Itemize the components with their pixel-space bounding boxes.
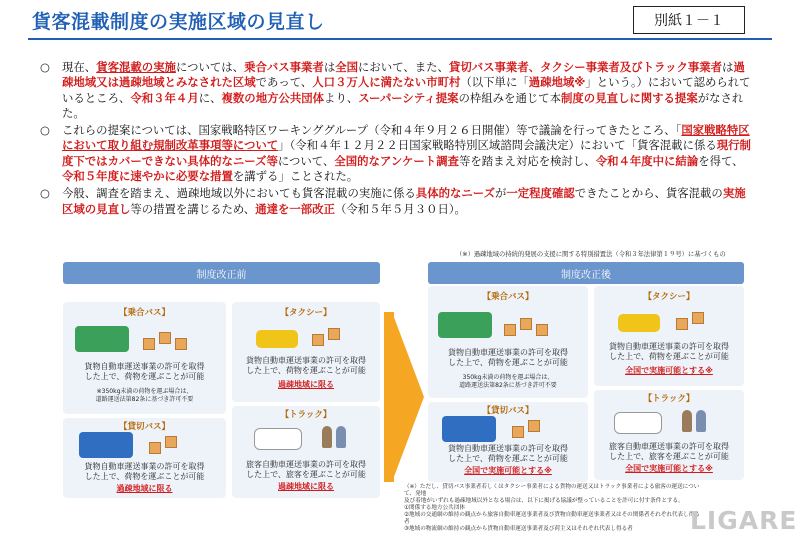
footnote-line: ③地域の物流網の維持の観点から貨物自動車運送事業者及び荷主又はそれぞれ代表し得る者 — [404, 526, 633, 532]
taxi-icon — [618, 314, 660, 332]
after-kashikiri-card — [428, 402, 588, 482]
text: 」という。）において認められているところ、 — [62, 75, 751, 105]
card-note: 350kg未満の荷物を運ぶ場合は、 — [462, 374, 554, 381]
text: の枠組みを通じて本 — [458, 90, 562, 105]
bullet-list — [40, 60, 752, 219]
coach-icon — [442, 416, 496, 442]
card-text: した上で、荷物を運ぶことが可能 — [609, 352, 729, 361]
highlight: 乗合バス事業者 — [244, 60, 324, 74]
footnote — [404, 484, 704, 533]
highlight: 全国的なアンケート調査 — [334, 153, 459, 168]
text: がなされた。 — [62, 90, 744, 120]
text: できたことから、貨客混載の — [574, 186, 723, 201]
restriction-label: 過疎地域に限る — [116, 484, 173, 493]
bullet-mark: ○ — [40, 60, 50, 74]
footnote-line: ②地域の交通網の維持の観点から旅客自動車運送事業者及び貨物自動車運送事業者又はその関係者それぞれ代表し得る者 — [404, 512, 700, 525]
text: 」（令和４年１２月２２日国家戦略特別区域諮問会議決定）において「貨客混載に係る — [278, 138, 717, 153]
bullet-mark: ○ — [40, 123, 50, 138]
card-text: 貨物自動車運送事業の許可を取得 — [609, 342, 729, 351]
highlight: 全国 — [335, 60, 359, 74]
transition-arrow-icon — [392, 312, 424, 482]
parcel-icon — [149, 442, 161, 454]
van-icon — [614, 412, 662, 434]
parcel-icon — [165, 436, 177, 448]
text: であって、 — [255, 75, 313, 90]
highlight: 複数の地方公共団体 — [221, 90, 325, 105]
card-tag: 【貸切バス】 — [118, 422, 170, 432]
card-text: した上で、荷物を運ぶことが可能 — [448, 454, 568, 463]
nationwide-label: 全国で実施可能とする※ — [625, 366, 713, 375]
card-text: 旅客自動車運送事業の許可を取得 — [246, 460, 366, 469]
card-text: した上で、旅客を運ぶことが可能 — [609, 452, 729, 461]
before-header: 制度改正前 — [63, 262, 380, 284]
highlight: 人口３万人に満たない市町村 — [312, 75, 461, 90]
bus-icon — [438, 312, 492, 338]
card-text: 貨物自動車運送事業の許可を取得 — [448, 444, 568, 453]
text: （以下単に「 — [460, 75, 529, 90]
text: これらの提案については、国家戦略特区ワーキンググループ（令和４年９月２６日開催）等で議論を行ってきたところ、「 — [62, 123, 682, 138]
van-icon — [254, 428, 302, 450]
parcel-icon — [143, 338, 155, 350]
text: は — [722, 60, 734, 74]
text: 等の措置を講じるため、 — [130, 201, 256, 216]
highlight: 一定程度確認 — [506, 186, 575, 201]
card-text: した上で、荷物を運ぶことが可能 — [84, 372, 205, 381]
text: について、 — [277, 153, 335, 168]
after-taxi-card — [594, 286, 744, 386]
nationwide-label: 全国で実施可能とする※ — [625, 464, 713, 473]
after-header: 制度改正後 — [428, 262, 744, 284]
bullet-mark: ○ — [40, 186, 50, 201]
bullet-2 — [40, 123, 752, 184]
highlight: 過疎地域又は過疎地域とみなされた区域 — [62, 60, 745, 90]
text: を得て、 — [698, 153, 744, 168]
card-text: 貨物自動車運送事業の許可を取得 — [448, 348, 568, 357]
footnote-line: 及び着地がいずれも過疎地域以外となる場合は、以下に掲げる協議が整っていることを許可に付す条件とする。 — [404, 498, 684, 504]
title-rule — [28, 38, 772, 40]
card-tag: 【タクシー】 — [643, 292, 695, 302]
card-note: 道路運送法第82条に基づき許可不要 — [95, 396, 194, 403]
highlight: 現行制度下ではカバーできない具体的なニーズ等 — [62, 138, 751, 168]
text: より、 — [324, 90, 359, 105]
restriction-label: 過疎地域に限る — [278, 380, 334, 389]
after-jooai-card — [428, 286, 588, 398]
after-truck-card — [594, 390, 744, 480]
parcel-icon — [676, 318, 688, 330]
text: 今般、調査を踏まえ、過疎地域以外においても貨客混載の実施に係る — [62, 186, 416, 201]
person-icon — [696, 410, 706, 432]
card-note: ※350kg未満の荷物を運ぶ場合は、 — [96, 388, 193, 395]
taxi-icon — [256, 330, 298, 348]
footnote-line: ①関係する地方公共団体 — [404, 505, 465, 511]
card-tag: 【トラック】 — [280, 410, 332, 420]
parcel-icon — [159, 332, 171, 344]
card-text: した上で、旅客を運ぶことが可能 — [246, 470, 366, 479]
before-kashikiri-card — [63, 418, 226, 498]
parcel-icon — [512, 426, 524, 438]
text: に、 — [198, 90, 222, 105]
parcel-icon — [528, 420, 540, 432]
card-text: 貨物自動車運送事業の許可を取得 — [246, 356, 366, 365]
card-text: 貨物自動車運送事業の許可を取得 — [84, 362, 205, 371]
card-text: した上で、荷物を運ぶことが可能 — [246, 366, 366, 375]
highlight: 貨客混載の実施 — [96, 60, 176, 74]
bullet-3 — [40, 186, 752, 217]
highlight: 実施区域の見直し — [62, 186, 746, 216]
text: が — [494, 186, 507, 201]
parcel-icon — [328, 328, 340, 340]
watermark: LIGARE — [690, 506, 798, 535]
restriction-label: 過疎地域に限る — [278, 482, 334, 491]
card-note: 道路運送法第82条に基づき許可不要 — [459, 382, 557, 389]
before-taxi-card — [232, 302, 380, 402]
card-tag: 【トラック】 — [643, 394, 695, 404]
card-text: した上で、荷物を運ぶことが可能 — [448, 358, 568, 367]
card-text: した上で、荷物を運ぶことが可能 — [84, 472, 205, 481]
before-truck-card — [232, 406, 380, 498]
text: （令和５年５月３０日）。 — [334, 201, 466, 216]
text: を講ずる」ことされた。 — [232, 169, 359, 184]
card-tag: 【貸切バス】 — [482, 406, 534, 416]
person-icon — [682, 410, 692, 432]
highlight: 令和４年度中に結論 — [595, 153, 699, 168]
person-icon — [336, 426, 346, 448]
before-jooai-card — [63, 302, 226, 414]
text: 等を踏まえ対応を検討し、 — [458, 153, 596, 168]
highlight: 令和３年４月 — [130, 90, 199, 105]
highlight: 貸切バス事業者、タクシー事業者及びトラック事業者 — [448, 60, 723, 74]
parcel-icon — [692, 312, 704, 324]
card-text: 貨物自動車運送事業の許可を取得 — [84, 462, 205, 471]
highlight: 国家戦略特区において取り組む規制改革事項等について — [62, 123, 750, 153]
page-title: 貨客混載制度の実施区域の見直し — [32, 11, 325, 33]
text: において、また、 — [358, 60, 449, 74]
highlight: 制度の見直しに関する提案 — [561, 90, 698, 105]
bullet-1 — [40, 60, 752, 121]
highlight: 令和５年度に速やかに必要な措置 — [62, 169, 233, 184]
parcel-icon — [536, 324, 548, 336]
card-tag: 【乗合バス】 — [482, 292, 534, 302]
highlight: スーパーシティ提案 — [358, 90, 459, 105]
parcel-icon — [175, 338, 187, 350]
card-text: 旅客自動車運送事業の許可を取得 — [609, 442, 729, 451]
coach-icon — [79, 432, 133, 458]
attachment-badge: 別紙１－１ — [633, 6, 745, 34]
highlight: 過疎地域※ — [528, 75, 586, 90]
highlight: 通達を一部改正 — [255, 201, 335, 216]
footnote-line: （※）ただし、貸切バス事業者若しくはタクシー事業者による貨物の運送又はトラック事業者による旅客の運送について、発地 — [404, 484, 700, 497]
person-icon — [322, 426, 332, 448]
bus-icon — [75, 326, 129, 352]
card-tag: 【タクシー】 — [280, 308, 332, 318]
nationwide-label: 全国で実施可能とする※ — [464, 466, 552, 475]
text: 現在、 — [62, 60, 97, 74]
parcel-icon — [504, 324, 516, 336]
highlight: 具体的なニーズ — [415, 186, 495, 201]
parcel-icon — [520, 318, 532, 330]
text: については、 — [175, 60, 245, 74]
law-note: （※）過疎地域の持続的発展の支援に関する特別措置法（令和３年法律第１９号）に基づくもの — [456, 251, 726, 258]
parcel-icon — [312, 334, 324, 346]
card-tag: 【乗合バス】 — [118, 308, 170, 318]
text: は — [323, 60, 336, 74]
